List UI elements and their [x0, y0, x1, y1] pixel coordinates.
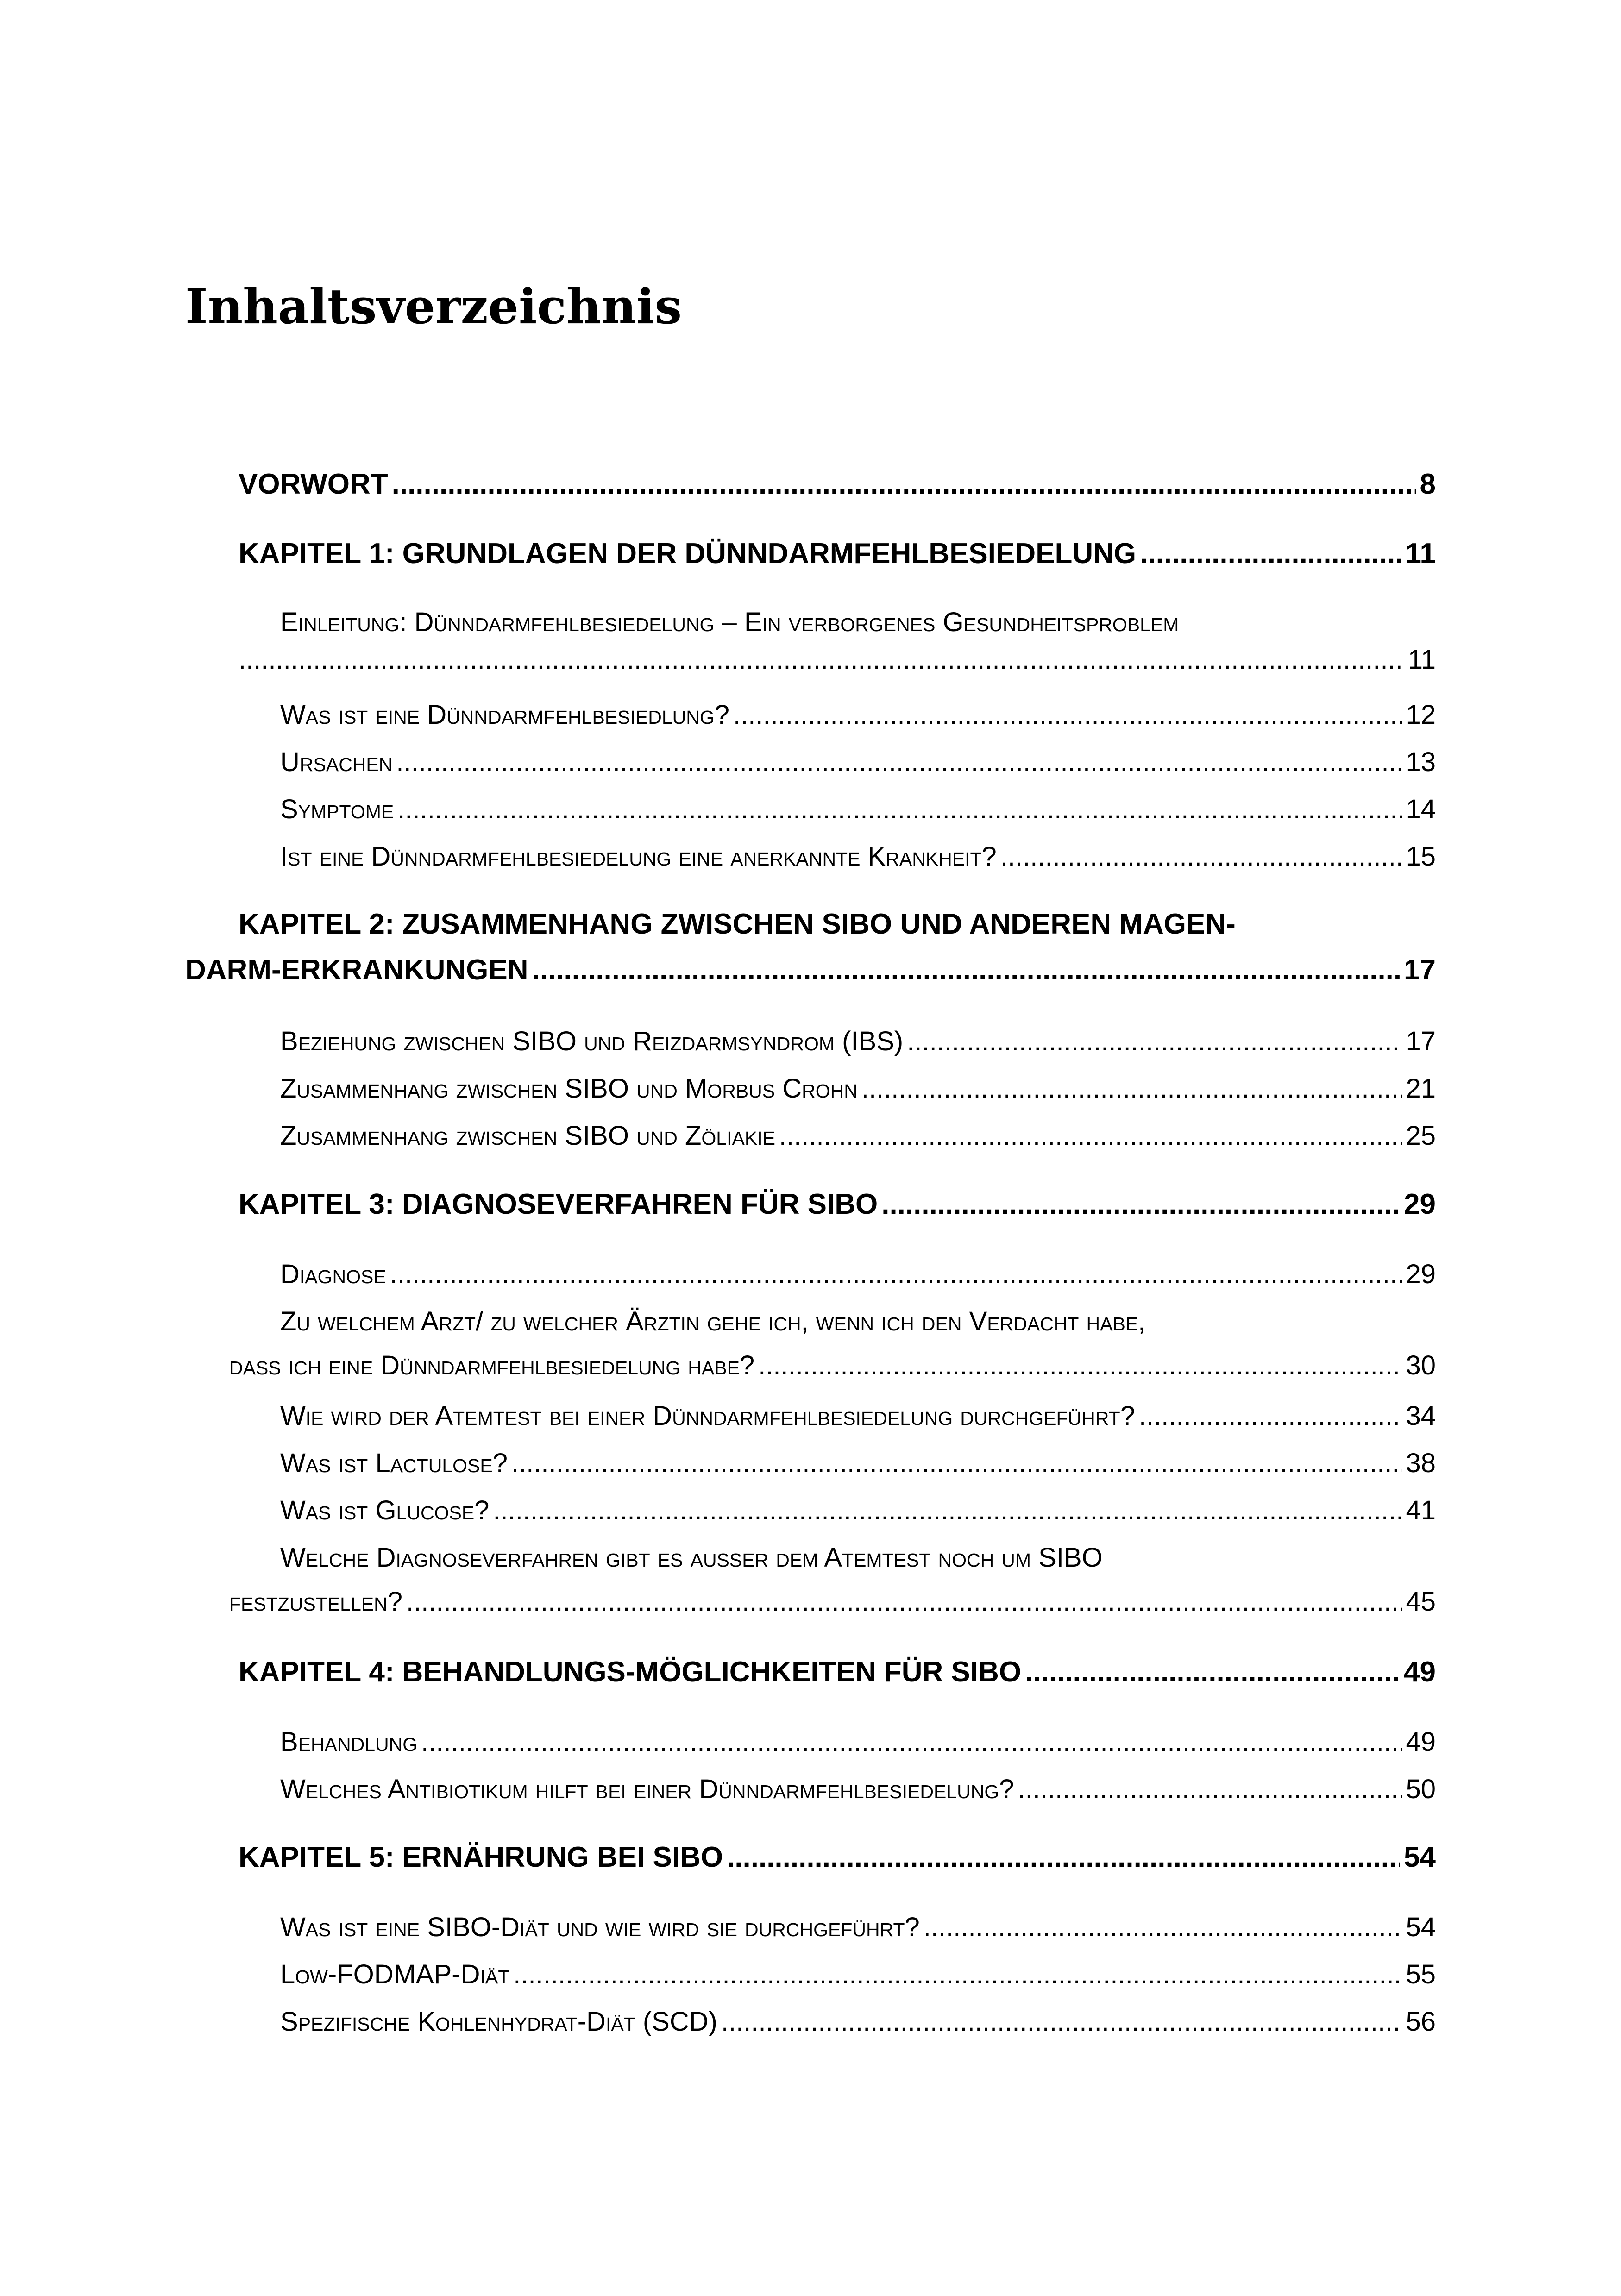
dot-leader	[397, 794, 1402, 825]
toc-page-number: 11	[1407, 645, 1436, 675]
page-title: Inhaltsverzeichnis	[185, 278, 682, 335]
toc-entry-title: Ursachen	[280, 747, 393, 777]
toc-entry-title: Spezifische Kohlenhydrat-Diät (SCD)	[280, 2007, 717, 2037]
dot-leader	[421, 1726, 1402, 1757]
toc-entry-title: Beziehung zwischen SIBO und Reizdarmsyndrom (IBS)	[280, 1026, 904, 1056]
toc-page-number: 50	[1406, 1774, 1436, 1804]
dot-leader	[396, 747, 1402, 778]
dot-leader	[406, 1586, 1402, 1617]
toc-entry-title: KAPITEL 3: DIAGNOSEVERFAHREN FÜR SIBO	[239, 1188, 878, 1220]
dot-leader	[392, 468, 1416, 501]
toc-entry-title: Low-FODMAP-Diät	[280, 1959, 510, 1989]
toc-entry-diagnose[interactable]	[280, 1259, 1436, 1290]
toc-page-number: 13	[1406, 747, 1436, 777]
toc-page-number: 8	[1420, 468, 1436, 500]
toc-entry-zoeliakie[interactable]	[280, 1120, 1436, 1151]
toc-entry-title: VORWORT	[239, 468, 388, 500]
dot-leader	[1018, 1774, 1402, 1805]
toc-page-number: 55	[1406, 1959, 1436, 1989]
toc-page-number: 38	[1406, 1448, 1436, 1478]
toc-entry-glucose[interactable]	[280, 1495, 1436, 1526]
toc-entry-einleitung[interactable]	[239, 607, 1436, 675]
toc-page-number: 45	[1406, 1587, 1436, 1617]
toc-entry-title: KAPITEL 1: GRUNDLAGEN DER DÜNNDARMFEHLBESIEDELUNG	[239, 538, 1137, 570]
toc-entry-antibiotikum[interactable]	[280, 1774, 1436, 1805]
toc-page-number: 34	[1406, 1401, 1436, 1431]
toc-entry-title: Symptome	[280, 794, 394, 824]
toc-entry-title: Zu welchem Arzt/ zu welcher Ärztin gehe ich, wenn ich den Verdacht habe,	[280, 1306, 1146, 1336]
toc-page-number: 56	[1406, 2007, 1436, 2037]
dot-leader	[1139, 1400, 1402, 1431]
toc-entry-title: Was ist eine Dünndarmfehlbesiedlung?	[280, 700, 730, 730]
dot-leader	[907, 1026, 1402, 1057]
dot-leader	[924, 1912, 1402, 1943]
toc-entry-symptome[interactable]	[280, 794, 1436, 825]
toc-page-number: 25	[1406, 1121, 1436, 1151]
dot-leader	[727, 1841, 1400, 1874]
toc-entry-title-continued: DARM-ERKRANKUNGEN	[185, 954, 528, 986]
toc-page-number: 41	[1406, 1495, 1436, 1525]
toc-entry-title: Welches Antibiotikum hilft bei einer Dünndarmfehlbesiedelung?	[280, 1774, 1014, 1804]
toc-page-number: 29	[1404, 1188, 1436, 1220]
toc-entry-title-continued: dass ich eine Dünndarmfehlbesiedelung habe?	[229, 1350, 755, 1380]
toc-entry-behandlung[interactable]	[280, 1726, 1436, 1757]
toc-entry-title: Behandlung	[280, 1727, 418, 1757]
toc-entry-title: KAPITEL 4: BEHANDLUNGS-MÖGLICHKEITEN FÜR SIBO	[239, 1656, 1022, 1688]
toc-entry-diagnoseverfahren[interactable]	[229, 1542, 1436, 1617]
dot-leader	[1140, 537, 1401, 570]
toc-page-number: 11	[1405, 538, 1436, 570]
toc-entry-chapter-4[interactable]	[239, 1656, 1436, 1688]
dot-leader	[779, 1120, 1402, 1151]
toc-page-number: 17	[1404, 954, 1436, 986]
toc-entry-was-ist-sibo[interactable]	[280, 699, 1436, 730]
toc-entry-title: Was ist Glucose?	[280, 1495, 490, 1525]
toc-entry-ursachen[interactable]	[280, 747, 1436, 778]
toc-entry-welcher-arzt[interactable]	[229, 1306, 1436, 1381]
toc-page-number: 12	[1406, 700, 1436, 730]
dot-leader	[733, 699, 1402, 730]
dot-leader	[239, 644, 1404, 675]
toc-page-number: 49	[1406, 1727, 1436, 1757]
toc-entry-lactulose[interactable]	[280, 1448, 1436, 1479]
toc-page-number: 14	[1406, 794, 1436, 824]
toc-entry-title: Wie wird der Atemtest bei einer Dünndarmfehlbesiedelung durchgeführt?	[280, 1401, 1135, 1431]
dot-leader	[532, 954, 1401, 986]
toc-entry-title: Einleitung: Dünndarmfehlbesiedelung – Ein verborgenes Gesundheitsproblem	[280, 607, 1179, 637]
toc-entry-title: Zusammenhang zwischen SIBO und Morbus Crohn	[280, 1073, 858, 1104]
toc-entry-atemtest[interactable]	[280, 1400, 1436, 1431]
toc-page-number: 49	[1404, 1656, 1436, 1688]
dot-leader	[390, 1259, 1402, 1290]
dot-leader	[758, 1350, 1402, 1381]
toc-page-number: 54	[1406, 1912, 1436, 1942]
toc-page-number: 54	[1404, 1841, 1436, 1873]
toc-entry-title: Ist eine Dünndarmfehlbesiedelung eine anerkannte Krankheit?	[280, 841, 997, 872]
dot-leader	[1000, 841, 1402, 872]
dot-leader	[511, 1448, 1402, 1479]
dot-leader	[493, 1495, 1402, 1526]
toc-entry-morbus-crohn[interactable]	[280, 1073, 1436, 1104]
toc-entry-title: Welche Diagnoseverfahren gibt es außer dem Atemtest noch um SIBO	[280, 1543, 1103, 1573]
toc-entry-title-continued: festzustellen?	[229, 1587, 402, 1617]
toc-page-number: 29	[1406, 1259, 1436, 1289]
toc-entry-title: Diagnose	[280, 1259, 386, 1289]
dot-leader	[861, 1073, 1402, 1104]
toc-page-number: 21	[1406, 1073, 1436, 1104]
toc-entry-anerkannte-krankheit[interactable]	[280, 841, 1436, 872]
toc-entry-chapter-1[interactable]	[239, 537, 1436, 570]
toc-entry-chapter-2[interactable]	[185, 908, 1436, 986]
toc-entry-sibo-diaet[interactable]	[280, 1912, 1436, 1943]
dot-leader	[721, 2006, 1402, 2037]
toc-page-number: 30	[1406, 1350, 1436, 1380]
dot-leader	[1025, 1656, 1400, 1688]
toc-entry-low-fodmap[interactable]	[280, 1959, 1436, 1990]
toc-entry-vorwort[interactable]	[239, 468, 1436, 501]
dot-leader	[881, 1188, 1400, 1221]
toc-entry-title: KAPITEL 2: ZUSAMMENHANG ZWISCHEN SIBO UND ANDEREN MAGEN-	[239, 908, 1236, 940]
toc-entry-title: Was ist Lactulose?	[280, 1448, 508, 1478]
toc-entry-scd[interactable]	[280, 2006, 1436, 2037]
toc-page-number: 15	[1406, 841, 1436, 872]
toc-entry-ibs[interactable]	[280, 1026, 1436, 1057]
dot-leader	[513, 1959, 1402, 1990]
toc-entry-title: Zusammenhang zwischen SIBO und Zöliakie	[280, 1121, 775, 1151]
toc-entry-title: KAPITEL 5: ERNÄHRUNG BEI SIBO	[239, 1841, 723, 1873]
toc-entry-chapter-3[interactable]	[239, 1188, 1436, 1221]
toc-entry-title: Was ist eine SIBO-Diät und wie wird sie durchgeführt?	[280, 1912, 920, 1942]
toc-page-number: 17	[1406, 1026, 1436, 1056]
toc-entry-chapter-5[interactable]	[239, 1841, 1436, 1874]
